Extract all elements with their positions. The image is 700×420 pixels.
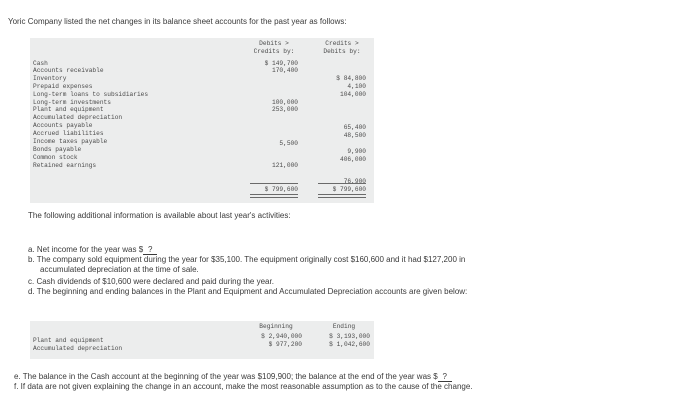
item-c: c. Cash dividends of $10,600 were declared and paid during the year. bbox=[28, 277, 274, 286]
row-label: Income taxes payable bbox=[33, 138, 108, 145]
row-label: Prepaid expenses bbox=[33, 83, 93, 90]
row-label: Long-term investments bbox=[33, 99, 111, 106]
plant-row-beginning: $ 977,200 bbox=[268, 341, 302, 348]
debit-total-double-rule bbox=[250, 194, 298, 198]
item-b-line2: accumulated depreciation at the time of sale. bbox=[40, 265, 199, 274]
row-debit-value: 253,000 bbox=[272, 106, 298, 113]
credit-total-double-rule bbox=[318, 194, 366, 198]
row-label: Plant and equipment bbox=[33, 106, 104, 113]
credit-subtotal-rule bbox=[318, 183, 366, 184]
row-label: Bonds payable bbox=[33, 146, 82, 153]
debit-subtotal-rule bbox=[250, 183, 298, 184]
row-credit-value: 406,000 bbox=[340, 156, 366, 163]
row-label: Accrued liabilities bbox=[33, 130, 104, 137]
row-label: Cash bbox=[33, 60, 48, 67]
row-label: Accounts receivable bbox=[33, 67, 104, 74]
plant-row-beginning: $ 2,940,000 bbox=[261, 333, 302, 340]
plant-row-ending: $ 1,042,600 bbox=[329, 341, 370, 348]
credit-column-header: Credits > Debits by: bbox=[323, 40, 361, 55]
total-debits: $ 799,600 bbox=[264, 186, 298, 193]
beginning-column-header: Beginning bbox=[259, 323, 293, 330]
row-debit-value: 170,400 bbox=[272, 67, 298, 74]
additional-info-heading: The following additional information is available about last year's activities: bbox=[28, 211, 291, 220]
row-label: Accounts payable bbox=[33, 122, 93, 129]
plant-row-label: Accumulated depreciation bbox=[33, 345, 123, 352]
row-label: Accumulated depreciation bbox=[33, 114, 123, 121]
row-debit-value: 5,500 bbox=[279, 140, 298, 147]
row-credit-value: 48,500 bbox=[343, 132, 366, 139]
item-b-line1: b. The company sold equipment during the year for $35,100. The equipment originally cost $160,600 and it had $127,200 in bbox=[28, 255, 466, 264]
net-income-blank: ? bbox=[143, 245, 157, 255]
row-label: Retained earnings bbox=[33, 162, 97, 169]
row-label: Common stock bbox=[33, 154, 78, 161]
item-f: f. If data are not given explaining the change in an account, make the most reasonable assumption as to the cause of the change. bbox=[14, 382, 473, 391]
row-debit-value: $ 149,700 bbox=[264, 60, 298, 67]
item-e: e. The balance in the Cash account at the beginning of the year was $109,900; the balance at the end of the year was $ ? bbox=[14, 372, 452, 382]
row-debit-value: 121,000 bbox=[272, 162, 298, 169]
plant-row-label: Plant and equipment bbox=[33, 337, 104, 344]
row-debit-value: 100,000 bbox=[272, 99, 298, 106]
item-a: a. Net income for the year was $ ? bbox=[28, 245, 157, 255]
ending-cash-blank: ? bbox=[438, 372, 452, 382]
row-credit-value: 4,100 bbox=[347, 83, 366, 90]
row-credit-value: 9,900 bbox=[347, 148, 366, 155]
plant-row-ending: $ 3,193,000 bbox=[329, 333, 370, 340]
row-credit-value: $ 84,800 bbox=[336, 75, 366, 82]
row-credit-value: 65,400 bbox=[343, 124, 366, 131]
row-label: Long-term loans to subsidiaries bbox=[33, 91, 149, 98]
item-d: d. The beginning and ending balances in the Plant and Equipment and Accumulated Depreciation accounts are given below: bbox=[28, 287, 468, 296]
row-credit-value: 104,000 bbox=[340, 91, 366, 98]
total-credits: $ 799,600 bbox=[332, 186, 366, 193]
debit-column-header: Debits > Credits by: bbox=[253, 40, 295, 55]
row-credit-value: 76,900 bbox=[343, 178, 366, 185]
ending-column-header: Ending bbox=[332, 323, 356, 330]
row-label: Inventory bbox=[33, 75, 67, 82]
intro-text: Yoric Company listed the net changes in its balance sheet accounts for the past year as follows: bbox=[8, 17, 347, 26]
